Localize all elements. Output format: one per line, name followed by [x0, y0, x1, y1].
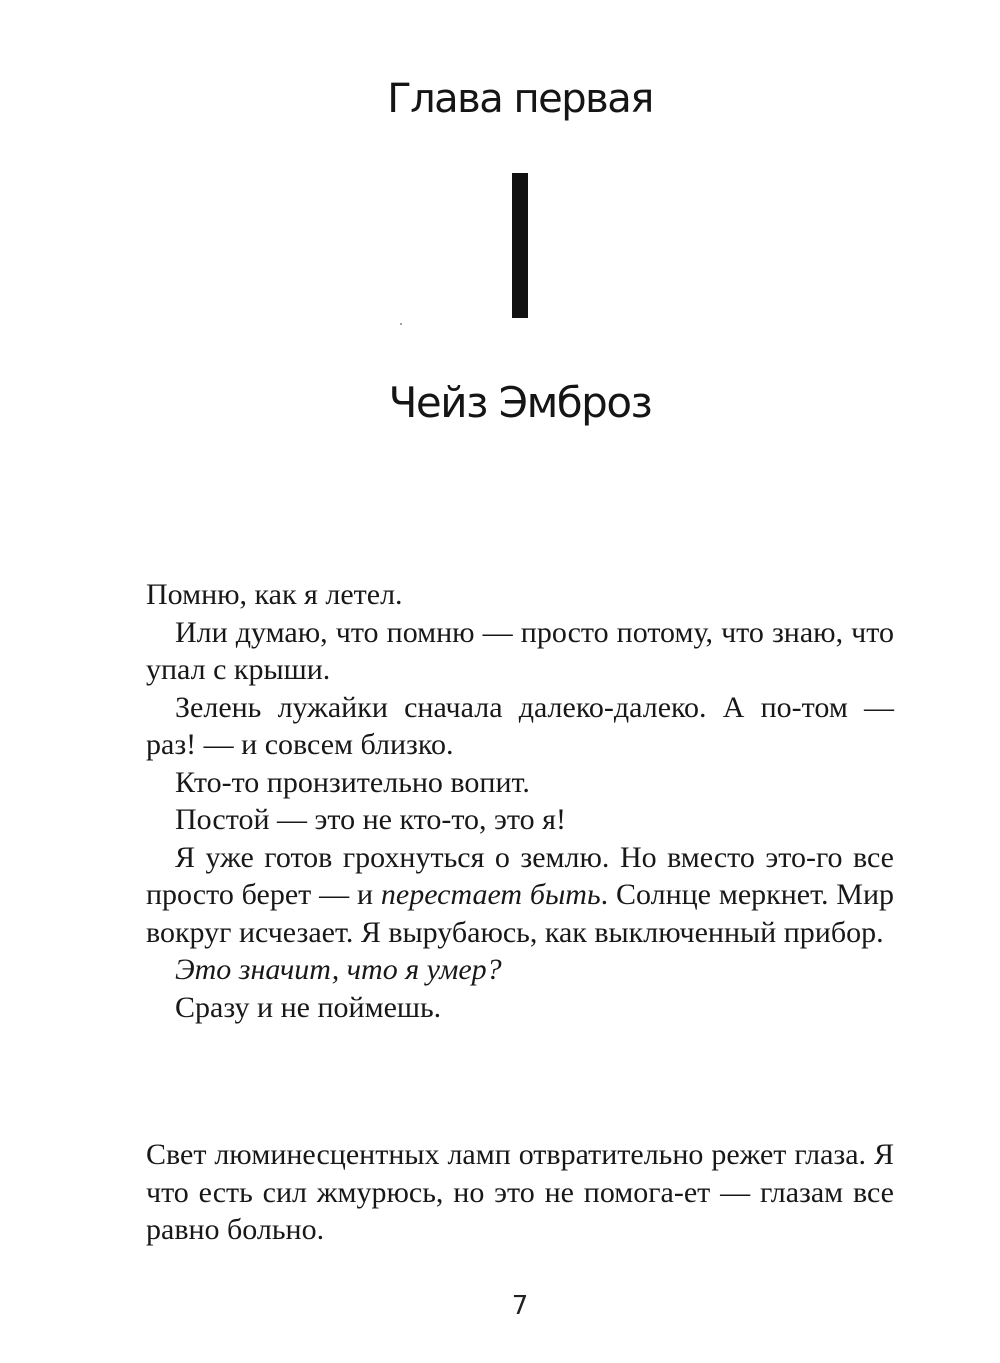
- paragraph: Помню, как я летел.: [146, 578, 403, 611]
- paragraph: [146, 951, 894, 989]
- emphasis-text: перестает быть: [380, 878, 601, 911]
- emphasis-text: Это значит, что я умер?: [175, 953, 502, 986]
- paragraph: Сразу и не поймешь.: [175, 990, 442, 1024]
- paragraph: Свет люминесцентных ламп отвратительно режет глаза. Я что есть сил жмурюсь, но это не помога-ет — глазам все равно больно.: [146, 1138, 894, 1246]
- text-block-second: [146, 1136, 894, 1249]
- paragraph: Постой — это не кто-то, это я!: [175, 803, 566, 836]
- text-block-opening: [146, 576, 894, 1026]
- chapter-label: Глава первая: [387, 76, 653, 122]
- paragraph: [146, 839, 894, 952]
- page-number: 7: [511, 1291, 529, 1321]
- paragraph-text: . Солнце меркнет. Мир вокруг исчезает. Я вырубаюсь, как выключенный прибор.: [146, 878, 895, 949]
- paragraph: Зелень лужайки сначала далеко-далеко. А по-том — раз! — и совсем близко.: [146, 690, 894, 761]
- paragraph: Кто-то пронзительно вопит.: [175, 765, 530, 799]
- paragraph: Или думаю, что помню — просто потому, что знаю, что упал с крыши.: [146, 615, 894, 686]
- print-speck: [400, 323, 402, 325]
- chapter-numeral: [512, 173, 528, 318]
- paragraph-text: Я уже готов грохнуться о землю. Но вместо это-го все просто берет — и: [146, 840, 894, 911]
- chapter-title: Чейз Эмброз: [388, 378, 652, 427]
